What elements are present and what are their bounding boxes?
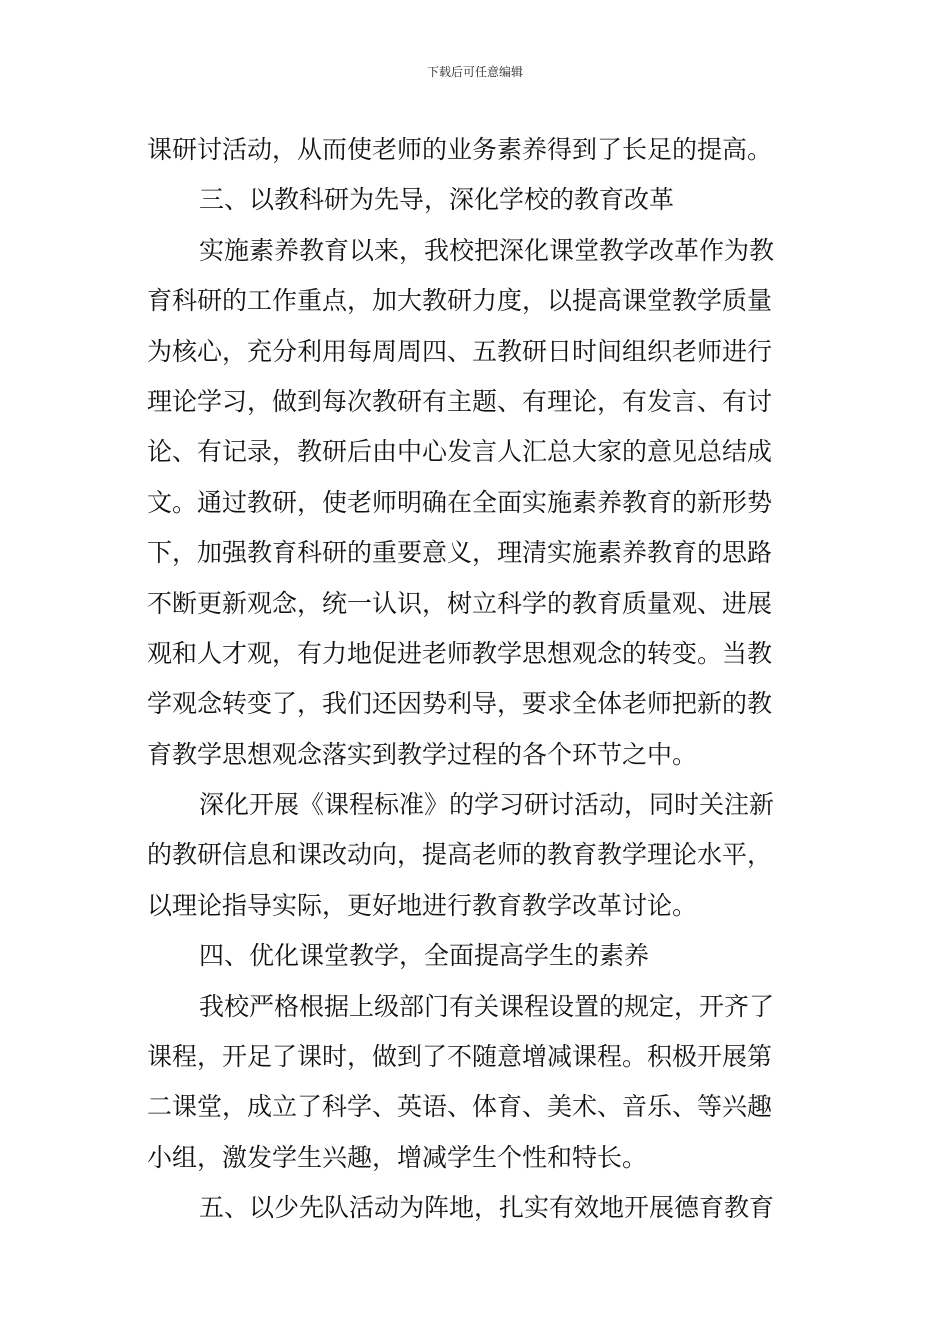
text-line: 四、优化课堂教学，全面提高学生的素养	[199, 941, 650, 971]
text-line: 论、有记录，教研后由中心发言人汇总大家的意见总结成	[147, 437, 773, 467]
text-line: 三、以教科研为先导，深化学校的教育改革	[199, 185, 675, 215]
text-line: 观和人才观，有力地促进老师教学思想观念的转变。当教	[147, 638, 773, 668]
text-line: 实施素养教育以来，我校把深化课堂教学改革作为教	[199, 235, 775, 265]
text-line: 文。通过教研，使老师明确在全面实施素养教育的新形势	[147, 487, 773, 517]
text-line: 我校严格根据上级部门有关课程设置的规定，开齐了	[199, 991, 775, 1021]
text-line: 育教学思想观念落实到教学过程的各个环节之中。	[147, 739, 698, 769]
text-line: 不断更新观念，统一认识，树立科学的教育质量观、进展	[147, 588, 773, 618]
text-line: 五、以少先队活动为阵地，扎实有效地开展德育教育	[199, 1193, 775, 1223]
text-line: 为核心，充分利用每周周四、五教研日时间组织老师进行	[147, 336, 773, 366]
text-line: 二课堂，成立了科学、英语、体育、美术、音乐、等兴趣	[147, 1092, 773, 1122]
text-line: 理论学习，做到每次教研有主题、有理论，有发言、有讨	[147, 386, 773, 416]
text-line: 以理论指导实际，更好地进行教育教学改革讨论。	[147, 890, 698, 920]
text-line: 深化开展《课程标准》的学习研讨活动，同时关注新	[199, 790, 775, 820]
text-line: 的教研信息和课改动向，提高老师的教育教学理论水平，	[147, 840, 773, 870]
text-line: 小组，激发学生兴趣，增减学生个性和特长。	[147, 1142, 648, 1172]
page-header: 下载后可任意编辑	[426, 65, 523, 79]
text-line: 育科研的工作重点，加大教研力度，以提高课堂教学质量	[147, 286, 773, 316]
document-body	[147, 125, 807, 1234]
text-line: 课研讨活动，从而使老师的业务素养得到了长足的提高。	[147, 135, 773, 164]
text-line: 下，加强教育科研的重要意义，理清实施素养教育的思路	[147, 538, 773, 568]
text-line: 学观念转变了，我们还因势利导，要求全体老师把新的教	[147, 689, 773, 719]
text-line: 课程，开足了课时，做到了不随意增减课程。积极开展第	[147, 1042, 773, 1072]
